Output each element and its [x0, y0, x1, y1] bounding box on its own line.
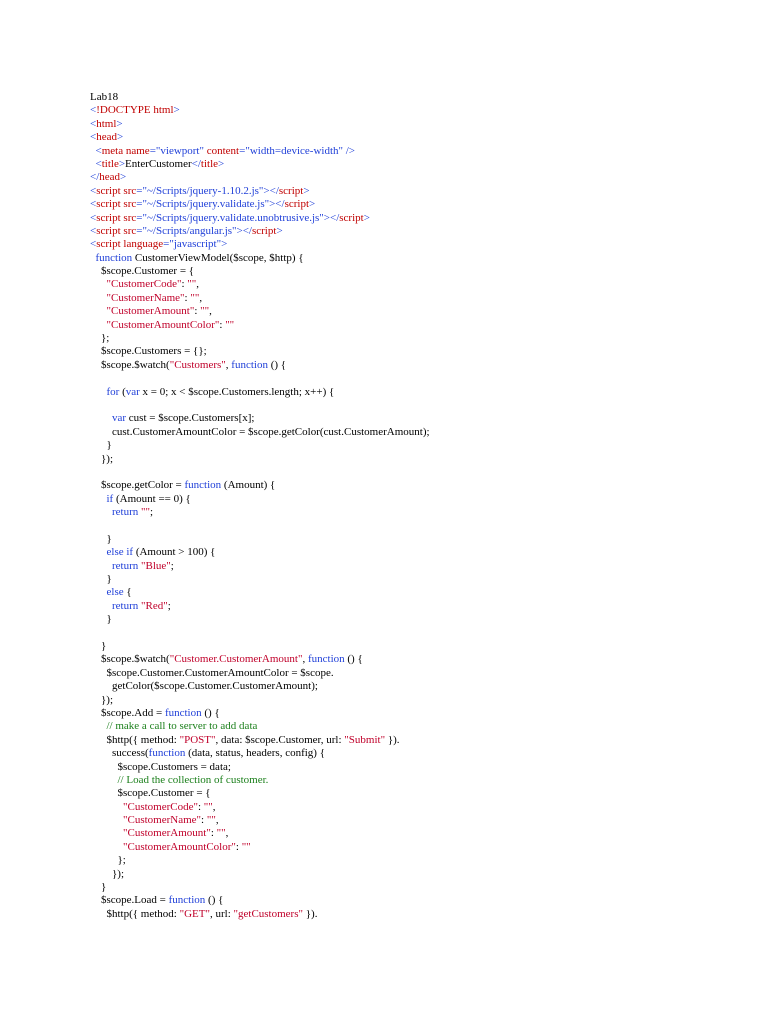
code-token: > [303, 184, 310, 197]
code-listing [90, 91, 430, 921]
code-token: "CustomerAmountColor" [106, 318, 220, 331]
code-token [90, 814, 123, 826]
code-token: : [235, 840, 242, 853]
code-token: "" [206, 814, 216, 827]
code-token: $scope.Customers = data; [90, 760, 231, 773]
code-token: "CustomerName" [106, 291, 185, 304]
code-token: : [197, 800, 204, 813]
code-line [90, 827, 430, 840]
code-token: > [363, 211, 370, 224]
code-token: cust = $scope.Customers[x]; [126, 412, 255, 425]
code-line [90, 305, 430, 318]
code-line [90, 506, 430, 519]
code-token: function [231, 358, 268, 371]
code-token: }); [90, 867, 124, 880]
code-line [90, 667, 430, 680]
code-token: , [196, 278, 200, 291]
code-token: "Red" [141, 599, 168, 612]
code-token: () { [201, 706, 220, 719]
code-token: (Amount) { [221, 479, 276, 492]
code-line [90, 761, 430, 774]
code-token: var [125, 385, 140, 398]
code-token [90, 546, 107, 558]
code-token: "" [200, 305, 210, 318]
code-line [90, 787, 430, 800]
code-token: $scope.$watch( [90, 358, 170, 371]
code-line [90, 171, 430, 184]
code-token: else [106, 586, 124, 599]
code-token: ( [119, 385, 126, 398]
code-token: : [210, 827, 217, 840]
code-token: cust.CustomerAmountColor = $scope.getColor(cust.CustomerAmount); [90, 425, 430, 438]
code-token: ="~/Scripts/jquery-1.10.2.js"></ [136, 184, 279, 197]
code-token: script [96, 184, 124, 197]
code-token: $scope.Customer.CustomerAmountColor = $scope. [90, 666, 334, 679]
code-token: script [96, 211, 124, 224]
code-token: x = 0; x < $scope.Customers.length; x++) { [139, 385, 335, 398]
code-token: }); [90, 452, 113, 465]
code-token: html [96, 117, 117, 130]
code-token: > [173, 104, 180, 117]
code-line [90, 145, 430, 158]
code-token: "Blue" [141, 559, 171, 572]
code-token [90, 412, 112, 424]
code-token: } [90, 439, 112, 452]
code-line [90, 198, 430, 211]
code-token: , [225, 358, 232, 371]
page-title [90, 91, 430, 104]
code-token [90, 560, 112, 572]
code-token: }). [303, 907, 318, 920]
code-line [90, 868, 430, 881]
code-token [90, 319, 107, 331]
code-token: success( [90, 747, 149, 760]
code-token: // Load the collection of customer. [117, 773, 269, 786]
code-token: "POST" [179, 733, 216, 746]
code-token [90, 292, 107, 304]
code-line [90, 613, 430, 626]
code-token: , data: $scope.Customer, url: [215, 733, 345, 746]
code-token: < [90, 104, 97, 117]
code-token: > [309, 198, 316, 211]
code-line [90, 252, 430, 265]
code-token: ="~/Scripts/jquery.validate.js"></ [136, 198, 285, 211]
code-token: $scope.Customer = { [90, 787, 211, 800]
code-line [90, 426, 430, 439]
code-token: } [90, 532, 112, 545]
code-token: script [278, 184, 304, 197]
code-token [90, 801, 123, 813]
code-line [90, 814, 430, 827]
code-token: (Amount > 100) { [133, 546, 216, 559]
code-token: script [284, 198, 310, 211]
code-line [90, 881, 430, 894]
code-line [90, 747, 430, 760]
code-token: $http({ method: [90, 733, 180, 746]
code-line [90, 707, 430, 720]
code-token: src [123, 224, 137, 237]
code-token: script [339, 211, 364, 224]
code-line [90, 627, 430, 640]
code-token: title [101, 157, 119, 170]
code-token: // make a call to server to add data [106, 720, 258, 733]
code-token: }); [90, 693, 113, 706]
code-line [90, 653, 430, 666]
code-token: EnterCustomer [125, 157, 192, 170]
code-token: $scope.getColor = [90, 479, 185, 492]
code-line [90, 520, 430, 533]
code-token: src [123, 198, 137, 211]
code-token: "Customers" [169, 358, 226, 371]
code-token: < [90, 238, 97, 251]
code-token: "" [187, 278, 197, 291]
code-line [90, 118, 430, 131]
code-token: }). [385, 733, 400, 746]
code-token: CustomerViewModel($scope, $http) { [134, 251, 304, 264]
code-token: $scope.Load = [90, 894, 169, 907]
code-token: "" [241, 840, 251, 853]
code-token: (data, status, headers, config) { [185, 747, 326, 760]
code-token: ="width=device-width" /> [239, 144, 356, 157]
code-token: "" [190, 291, 200, 304]
code-token: ; [167, 599, 171, 612]
code-token: script [96, 198, 124, 211]
code-line [90, 345, 430, 358]
code-line [90, 894, 430, 907]
code-line [90, 319, 430, 332]
code-token: > [120, 171, 127, 184]
code-token: (Amount == 0) { [113, 492, 191, 505]
code-line [90, 908, 430, 921]
code-token: function [168, 894, 206, 907]
code-token: ="~/Scripts/jquery.validate.unobtrusive.js"></ [136, 211, 340, 224]
code-token [90, 586, 107, 598]
code-token [90, 278, 107, 290]
code-token: > [276, 224, 283, 237]
code-line [90, 212, 430, 225]
code-line [90, 546, 430, 559]
code-token: : [194, 305, 201, 318]
code-line [90, 774, 430, 787]
code-token [90, 506, 112, 518]
code-line [90, 359, 430, 372]
code-token: var [112, 412, 127, 425]
code-token: if [106, 492, 114, 505]
code-line [90, 801, 430, 814]
code-line [90, 560, 430, 573]
code-line [90, 854, 430, 867]
code-token: }; [90, 854, 126, 867]
code-line [90, 694, 430, 707]
code-token: : [184, 291, 191, 304]
code-token: < [95, 144, 102, 157]
code-token: meta [101, 144, 126, 157]
code-line [90, 493, 430, 506]
code-token: "CustomerAmount" [123, 827, 211, 840]
code-token: > [116, 131, 124, 144]
code-line [90, 158, 430, 171]
code-line [90, 533, 430, 546]
code-line [90, 332, 430, 345]
code-token: : [201, 814, 207, 827]
code-token: function [148, 747, 186, 760]
code-token: } [90, 573, 112, 586]
code-token: title [200, 157, 219, 170]
code-token: < [90, 211, 97, 224]
code-line [90, 841, 430, 854]
code-token: ; [150, 506, 154, 519]
code-line [90, 586, 430, 599]
code-line [90, 265, 430, 278]
code-token: head [99, 171, 121, 184]
code-line [90, 479, 430, 492]
code-line [90, 292, 430, 305]
code-token: }; [90, 332, 110, 345]
code-token: , url: [209, 907, 234, 920]
code-token [90, 493, 107, 505]
code-token [90, 774, 118, 786]
code-token: () { [344, 653, 363, 666]
code-token: : [219, 318, 226, 331]
code-token: return [112, 599, 139, 612]
code-token: "" [141, 506, 150, 519]
code-token: src [123, 211, 137, 224]
code-token: > [218, 157, 225, 170]
code-line [90, 278, 430, 291]
code-token: !DOCTYPE html [96, 104, 174, 117]
code-token: , [225, 827, 229, 840]
code-token: "getCustomers" [233, 907, 303, 920]
code-line [90, 104, 430, 117]
code-token [90, 386, 107, 398]
code-token: > [118, 157, 126, 170]
code-token: } [90, 640, 107, 653]
code-token: script [96, 224, 124, 237]
code-token: for [106, 385, 120, 398]
code-token: , [209, 305, 212, 318]
code-token: () { [205, 894, 224, 907]
code-token: $scope.$watch( [90, 653, 170, 666]
code-line [90, 734, 430, 747]
code-line [90, 573, 430, 586]
code-line [90, 372, 430, 385]
code-token: < [95, 157, 102, 170]
code-token: : [181, 278, 188, 291]
code-token [90, 600, 112, 612]
code-token: $http({ method: [90, 907, 180, 920]
code-token: { [123, 586, 132, 599]
code-token: } [90, 613, 112, 626]
code-token: "Customer.CustomerAmount" [169, 653, 303, 666]
code-token: "GET" [179, 907, 210, 920]
code-token: ="~/Scripts/angular.js"></ [136, 224, 252, 237]
code-token: head [96, 131, 117, 144]
code-line [90, 466, 430, 479]
code-token: , [302, 653, 308, 666]
code-token: function [164, 706, 202, 719]
code-token: "CustomerAmount" [106, 305, 195, 318]
code-token: else if [106, 546, 134, 559]
code-line [90, 439, 430, 452]
code-line [90, 600, 430, 613]
code-token: > [116, 117, 123, 130]
code-token: $scope.Customer = { [90, 265, 195, 278]
code-line [90, 185, 430, 198]
code-line [90, 412, 430, 425]
code-token: < [90, 184, 97, 197]
code-token: , [212, 800, 216, 813]
code-token: , [215, 814, 219, 827]
code-token: "" [203, 800, 213, 813]
code-token: script [251, 224, 277, 237]
code-token [90, 841, 123, 853]
code-token: </ [90, 171, 100, 184]
code-token: < [90, 117, 97, 130]
code-token: content [206, 144, 240, 157]
code-token: $scope.Add = [90, 706, 165, 719]
code-token: return [112, 559, 139, 572]
code-token: "Submit" [344, 733, 386, 746]
code-line [90, 131, 430, 144]
code-line [90, 238, 430, 251]
code-token: "" [216, 827, 226, 840]
code-token: "CustomerCode" [106, 278, 182, 291]
code-token: language [123, 238, 164, 251]
code-line [90, 640, 430, 653]
code-token [90, 720, 107, 732]
code-token: } [90, 881, 107, 894]
code-token: "CustomerCode" [123, 800, 198, 813]
code-token: $scope.Customers = {}; [90, 345, 207, 358]
code-token: return [112, 506, 139, 519]
code-token [90, 305, 107, 317]
code-token: < [90, 131, 97, 144]
code-token: function [95, 251, 135, 264]
code-token: ="javascript"> [163, 238, 228, 251]
code-token [90, 827, 123, 839]
code-token: function [184, 479, 222, 492]
code-token: src [123, 184, 137, 197]
code-token: "" [225, 318, 235, 331]
code-token: ="viewport" [149, 144, 207, 157]
code-token: < [90, 198, 97, 211]
code-token: < [90, 224, 97, 237]
code-token: Lab18 [90, 91, 119, 103]
code-line [90, 720, 430, 733]
code-token: ; [170, 559, 174, 572]
code-line [90, 453, 430, 466]
code-line [90, 386, 430, 399]
code-token: script [96, 238, 124, 251]
code-line [90, 399, 430, 412]
code-token: function [307, 653, 345, 666]
code-line [90, 680, 430, 693]
code-line [90, 225, 430, 238]
code-token: , [199, 291, 203, 304]
code-token: getColor($scope.Customer.CustomerAmount); [90, 680, 318, 693]
code-token: name [125, 144, 150, 157]
code-token: "CustomerAmountColor" [123, 840, 236, 853]
code-token: "CustomerName" [123, 814, 202, 827]
code-token: </ [191, 157, 201, 170]
code-token: () { [267, 358, 287, 371]
